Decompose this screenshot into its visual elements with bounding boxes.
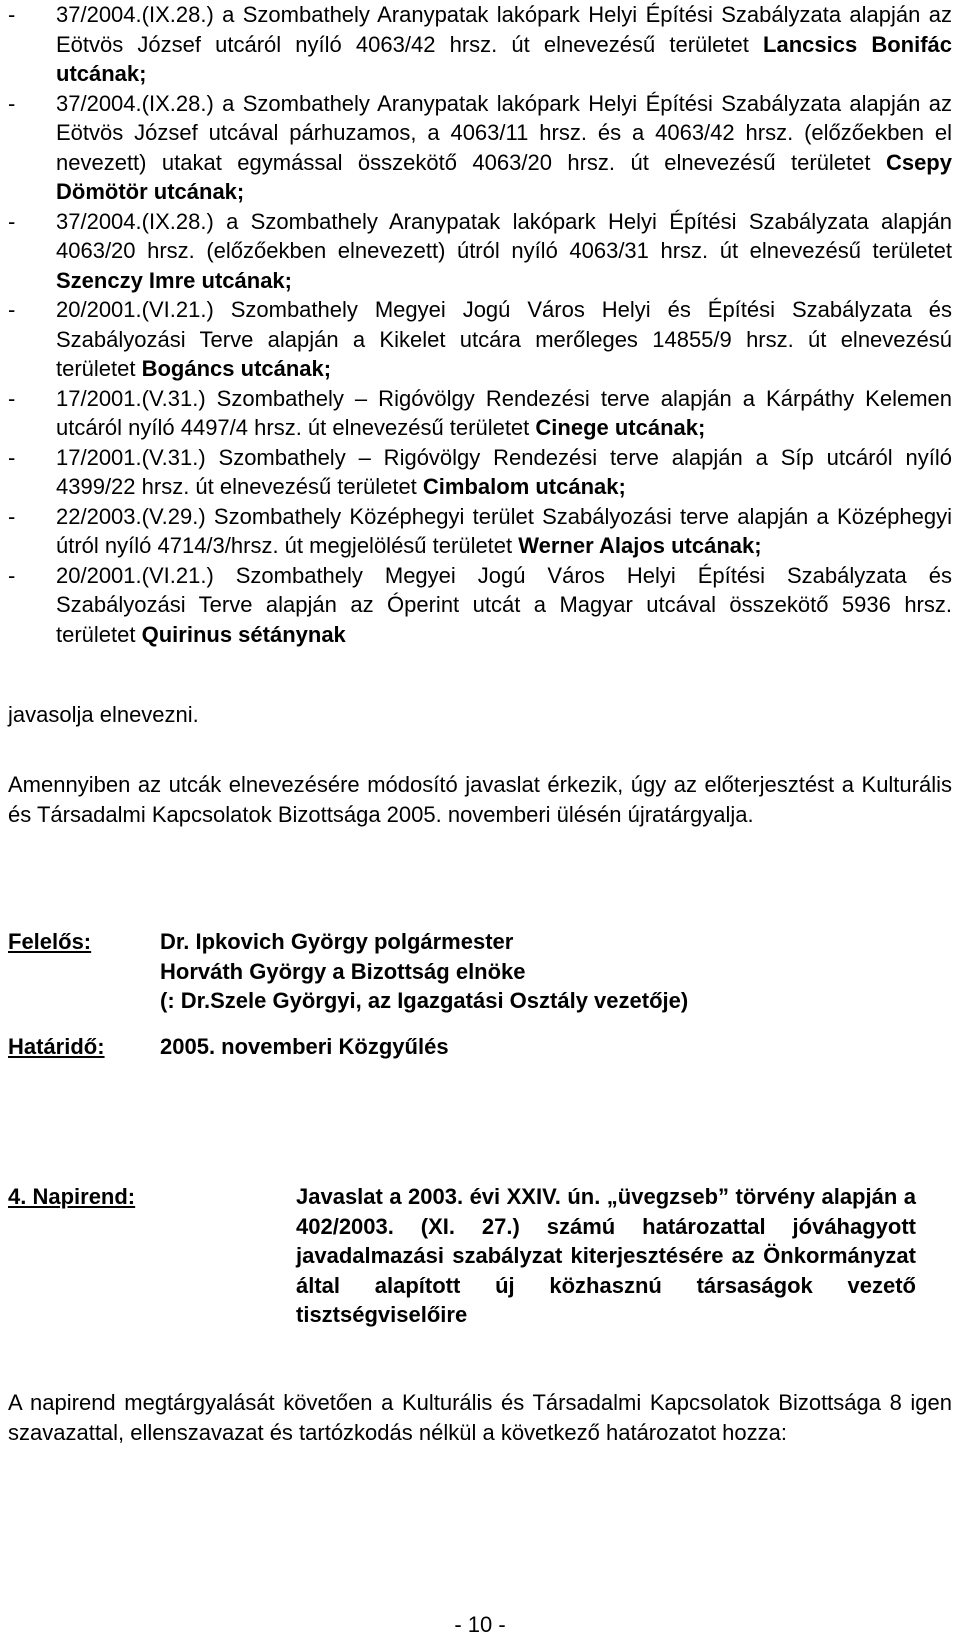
street-name: Quirinus sétánynak	[141, 621, 346, 647]
item-text: 20/2001.(VI.21.) Szombathely Megyei Jogú Város Helyi és Építési Szabályzata és Szabályozási Terve alapján a Kikelet utcára merőleges 14855/9 hrsz. út elnevezésú területet	[56, 297, 952, 381]
list-item	[8, 0, 952, 89]
responsible-person: Horváth György a Bizottság elnöke	[160, 958, 526, 984]
list-dash: -	[8, 2, 16, 27]
list-item	[8, 89, 952, 207]
list-item	[8, 295, 952, 384]
agenda-label: 4. Napirend:	[8, 1184, 136, 1209]
street-name: Lancsics Bonifác utcának;	[56, 31, 953, 86]
list-item	[8, 561, 952, 650]
deadline-value: 2005. novemberi Közgyűlés	[160, 1034, 449, 1059]
list-dash: -	[8, 297, 16, 322]
item-text: 20/2001.(VI.21.) Szombathely Megyei Jogú Város Helyi Építési Szabályzata és Szabályozási Terve alapján az Óperint utcát a Magyar utcával összekötő 5936 hrsz. területet	[56, 562, 952, 647]
street-name: Csepy Dömötör utcának;	[56, 149, 952, 204]
item-text: 37/2004.(IX.28.) a Szombathely Aranypatak lakópark Helyi Építési Szabályzata alapján az Eötvös József utcáról nyíló 4063/42 hrsz. út elnevezésű területet	[56, 2, 952, 57]
item-text: 37/2004.(IX.28.) a Szombathely Aranypatak lakópark Helyi Építési Szabályzata alapján az Eötvös József utcával párhuzamos, a 4063/11 hrsz. és a 4063/42 hrsz. (előzőekben el nevezett) utakat egymással összekötő 4063/20 hrsz. út elnevezésű területet	[56, 90, 952, 175]
item-text: 37/2004.(IX.28.) a Szombathely Aranypatak lakópark Helyi Építési Szabályzata alapján 4063/20 hrsz. (előzőekben elnevezett) útról nyíló 4063/31 hrsz. út elnevezésű területet	[56, 208, 952, 263]
street-name: Bogáncs utcának;	[141, 356, 332, 381]
list-dash: -	[8, 90, 16, 116]
list-dash: -	[8, 385, 16, 411]
list-dash: -	[8, 208, 16, 234]
amendment-paragraph: Amennyiben az utcák elnevezésére módosító javaslat érkezik, úgy az előterjesztést a Kulturális és Társadalmi Kapcsolatok Bizottsága 2005. novemberi ülésén újratárgyalja.	[8, 772, 952, 827]
responsible-persons	[160, 927, 688, 1016]
list-item	[8, 207, 952, 296]
list-dash: -	[8, 503, 16, 529]
item-text: 22/2003.(V.29.) Szombathely Középhegyi terület Szabályozási terve alapján a Középhegyi útról nyíló 4714/3/hrsz. út megjelölésű területet	[56, 503, 952, 558]
list-item	[8, 384, 952, 443]
list-item	[8, 502, 952, 561]
responsible-label: Felelős:	[8, 929, 92, 954]
list-dash: -	[8, 444, 16, 470]
conclusion-text: javasolja elnevezni.	[8, 702, 199, 727]
street-name: Szenczy Imre utcának;	[56, 267, 292, 293]
item-text: 17/2001.(V.31.) Szombathely – Rigóvölgy Rendezési terve alapján a Kárpáthy Kelemen utcáról nyíló 4497/4 hrsz. út elnevezésű területet	[56, 385, 952, 440]
agenda-title: Javaslat a 2003. évi XXIV. ún. „üvegzseb” törvény alapján a 402/2003. (XI. 27.) számú határozattal jóváhagyott javadalmazási szabályzat kiterjesztésére az Önkormányzat által alapított új közhasznú társaságok vezető tisztségviselőire	[296, 1184, 916, 1327]
page-number: - 10 -	[454, 1612, 506, 1637]
street-naming-list	[8, 0, 952, 649]
list-item	[8, 443, 952, 502]
responsible-person: Dr. Ipkovich György polgármester	[160, 929, 514, 954]
street-name: Cimbalom utcának;	[422, 474, 626, 499]
responsible-person: (: Dr.Szele Györgyi, az Igazgatási Osztály vezetője)	[160, 988, 689, 1013]
street-name: Cinege utcának;	[535, 415, 706, 440]
closing-paragraph: A napirend megtárgyalását követően a Kulturális és Társadalmi Kapcsolatok Bizottsága 8 igen szavazattal, ellenszavazat és tartózkodás nélkül a következő határozatot hozza:	[8, 1390, 952, 1445]
item-text: 17/2001.(V.31.) Szombathely – Rigóvölgy Rendezési terve alapján a Síp utcáról nyíló 4399/22 hrsz. út elnevezésű területet	[56, 444, 952, 499]
street-name: Werner Alajos utcának;	[518, 533, 762, 558]
list-dash: -	[8, 562, 16, 588]
deadline-label: Határidő:	[8, 1034, 105, 1059]
